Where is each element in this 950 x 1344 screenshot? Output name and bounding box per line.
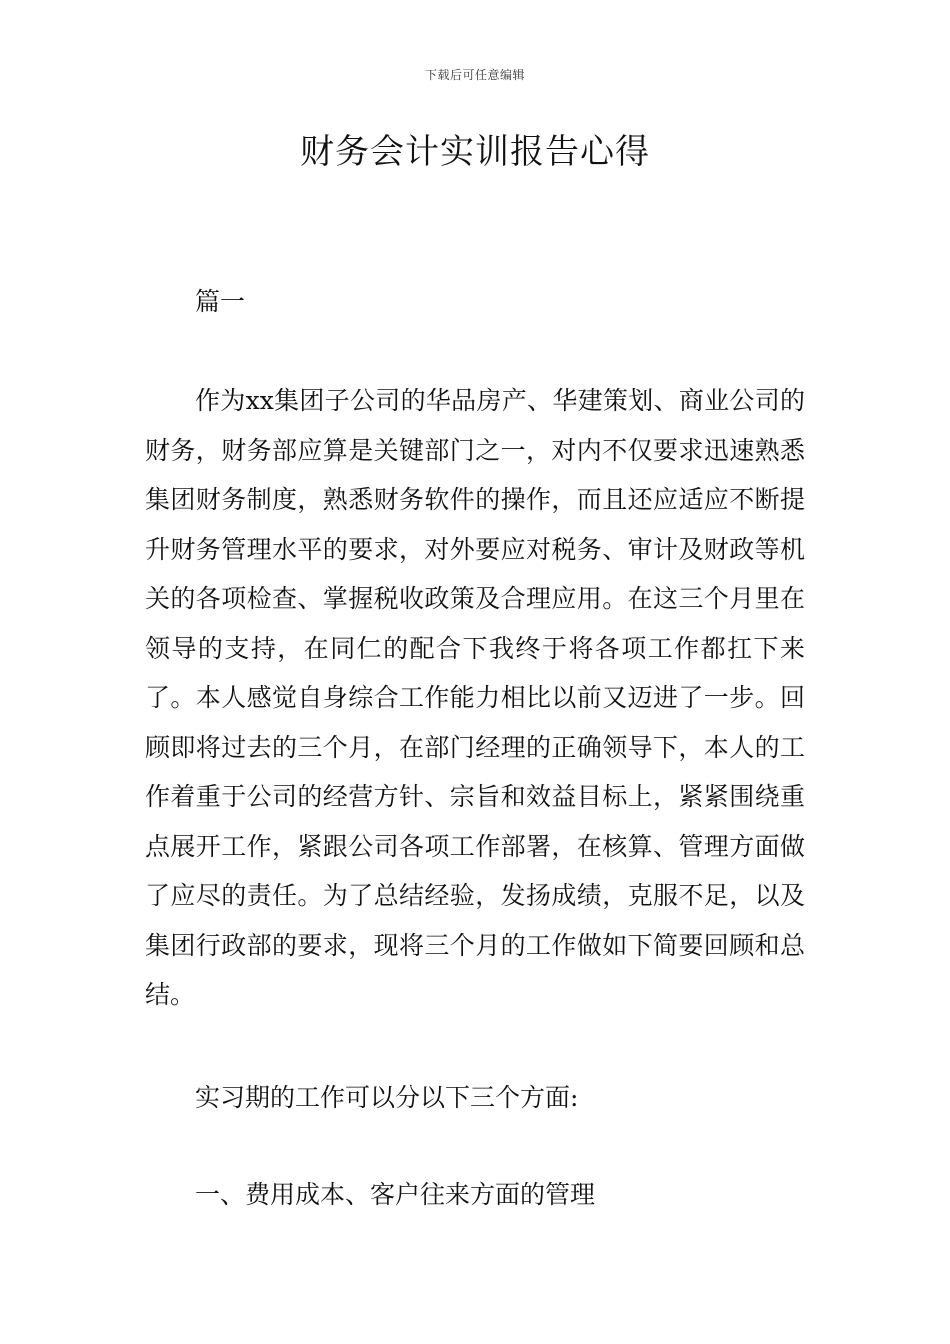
section-label: 篇一 <box>195 287 246 316</box>
document-title: 财务会计实训报告心得 <box>300 132 650 172</box>
body-paragraph: 作为xx集团子公司的华品房产、华建策划、商业公司的财务，财务部应算是关键部门之一，对内不仅要求迅速熟悉集团财务制度，熟悉财务软件的操作，而且还应适应不断提升财务管理水平的要求，对外要应对税务、审计及财政等机关的各项检查、掌握税收政策及合理应用。在这三个月里在领导的支持，在同仁的配合下我终于将各项工作都扛下来了。本人感觉自身综合工作能力相比以前又迈进了一步。回顾即将过去的三个月，在部门经理的正确领导下，本人的工作着重于公司的经营方针、宗旨和效益目标上，紧紧围绕重点展开工作，紧跟公司各项工作部署，在核算、管理方面做了应尽的责任。为了总结经验，发扬成绩，克服不足，以及集团行政部的要求，现将三个月的工作做如下简要回顾和总结。 <box>145 386 805 1009</box>
intro-line: 实习期的工作可以分以下三个方面: <box>195 1083 579 1112</box>
header-note: 下载后可任意编辑 <box>424 68 525 82</box>
section-heading-1: 一、费用成本、客户往来方面的管理 <box>195 1180 596 1209</box>
